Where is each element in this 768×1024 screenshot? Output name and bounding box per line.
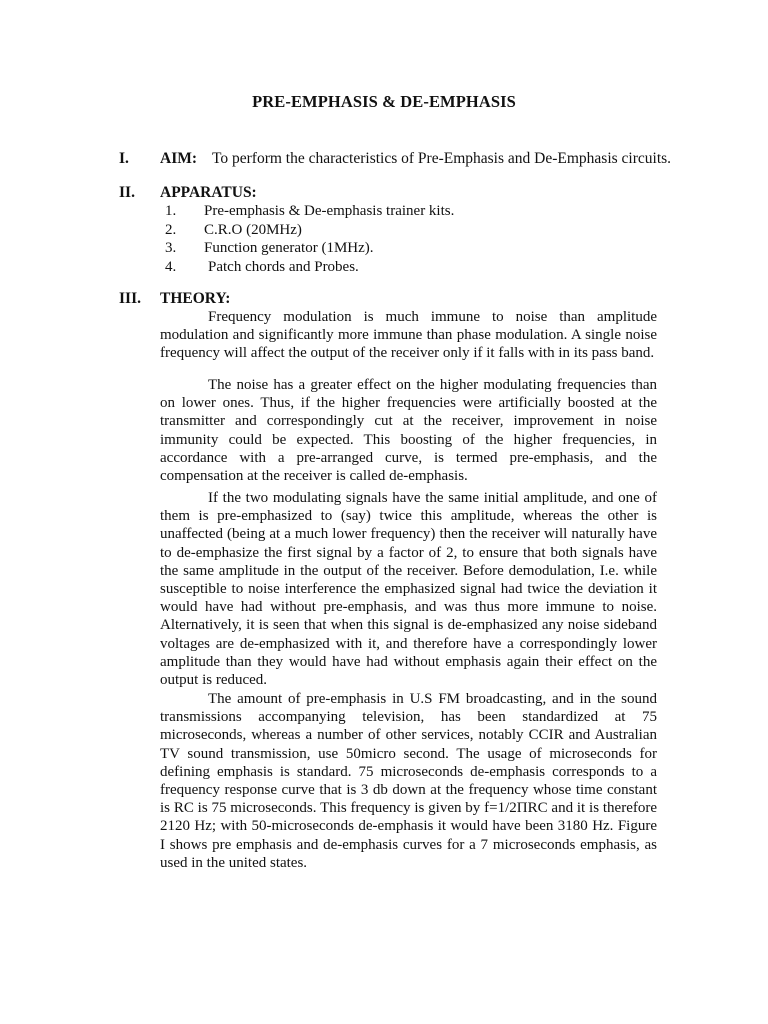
- list-item-number: 3.: [165, 240, 177, 257]
- aim-text: To perform the characteristics of Pre-Emphasis and De-Emphasis circuits.: [212, 150, 672, 167]
- theory-section-number: III.: [119, 290, 141, 307]
- aim-heading: AIM:: [160, 150, 198, 167]
- list-item-text: Pre-emphasis & De-emphasis trainer kits.: [204, 203, 455, 219]
- theory-heading: THEORY:: [160, 290, 231, 307]
- list-item-number: 4.: [165, 259, 177, 276]
- apparatus-heading: APPARATUS:: [160, 184, 257, 201]
- list-item-text: Function generator (1MHz).: [204, 240, 374, 257]
- apparatus-section-number: II.: [119, 184, 135, 201]
- apparatus-list: [165, 202, 454, 277]
- list-item: [165, 202, 454, 221]
- list-item-number: 2.: [165, 221, 177, 238]
- list-item-number: 1.: [165, 203, 177, 219]
- theory-paragraph-2: The noise has a greater effect on the higher modulating frequencies than on lower ones. Thus, if the higher frequencies were artificially boosted at the transmitter and correspondingly cut at the receiver, improvement in noise immunity could be expected. This boosting of the higher frequencies, in accordance with a pre-arranged curve, is termed pre-emphasis, and the compensation at the receiver is called de-emphasis.: [160, 377, 657, 485]
- page-title: PRE-EMPHASIS & DE-EMPHASIS: [252, 92, 516, 111]
- aim-section-number: I.: [119, 150, 129, 167]
- theory-paragraph-4: The amount of pre-emphasis in U.S FM broadcasting, and in the sound transmissions accompanying television, has been standardized at 75 microseconds, whereas a number of other services, notably CCIR and Australian TV sound transmission, use 50micro second. The usage of microseconds for defining emphasis is standard. 75 microseconds de-emphasis corresponds to a frequency response curve that is 3 db down at the frequency whose time constant is RC is 75 microseconds. This frequency is given by f=1/2ΠRC and it is therefore 2120 Hz; with 50-microseconds de-emphasis it would have been 3180 Hz. Figure I shows pre emphasis and de-emphasis curves for a 7 microseconds emphasis, as used in the united states.: [160, 691, 657, 871]
- list-item-text: Patch chords and Probes.: [208, 259, 359, 276]
- theory-paragraph-1: Frequency modulation is much immune to noise than amplitude modulation and significantly more immune than phase modulation. A single noise frequency will affect the output of the receiver only if it falls with in its pass band.: [160, 309, 657, 362]
- list-item-text: C.R.O (20MHz): [204, 221, 302, 238]
- list-item: [165, 221, 454, 240]
- list-item: [165, 258, 454, 277]
- list-item: [165, 239, 454, 258]
- theory-paragraph-3: If the two modulating signals have the same initial amplitude, and one of them is pre-emphasized to (say) twice this amplitude, whereas the other is unaffected (being at a much lower frequency) then the receiver will naturally have to de-emphasize the first signal by a factor of 2, to ensure that both signals have the same amplitude in the output of the receiver. Before demodulation, I.e. while susceptible to noise interference the emphasized signal had twice the deviation it would have had without pre-emphasis, and was thus more immune to noise. Alternatively, it is seen that when this signal is de-emphasized any noise sideband voltages are de-emphasized with it, and therefore have a correspondingly lower amplitude than they would have had without emphasis again their effect on the output is reduced.: [160, 490, 657, 689]
